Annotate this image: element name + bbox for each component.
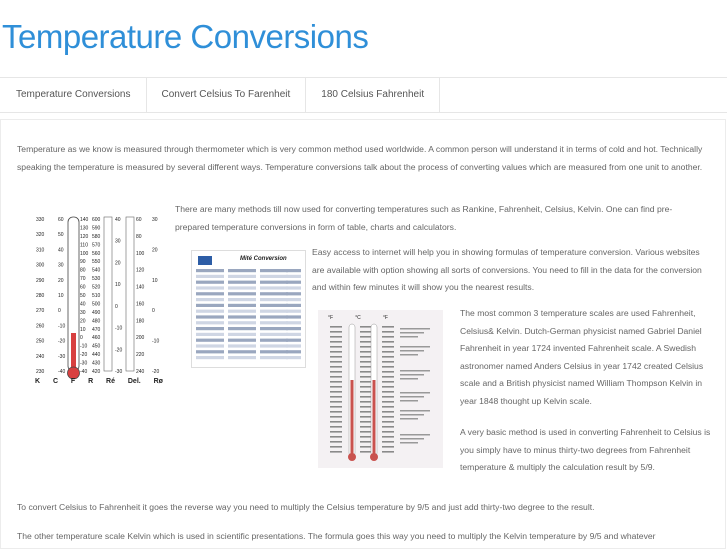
wall-tick bbox=[330, 406, 342, 408]
wall-tick bbox=[360, 401, 372, 403]
wall-note-line bbox=[400, 396, 424, 398]
wall-tick bbox=[360, 391, 372, 393]
scale-tick-label: 130 bbox=[80, 225, 89, 232]
chart-row-cell bbox=[196, 310, 224, 313]
scale-tick-label: 0 bbox=[115, 303, 118, 310]
wall-tick bbox=[382, 361, 394, 363]
wall-tick bbox=[382, 391, 394, 393]
scale-tick-label: 90 bbox=[80, 259, 86, 266]
chart-row-cell bbox=[260, 269, 288, 272]
wall-scale-label-c: °C bbox=[355, 315, 361, 321]
scale-tick-label: 120 bbox=[80, 233, 89, 240]
scale-tick-label: -10 bbox=[115, 325, 123, 332]
chart-grid-svg bbox=[192, 267, 305, 367]
wall-thermometer-svg bbox=[318, 310, 443, 468]
scale-tick-label: 0 bbox=[80, 335, 83, 342]
scale-tick-label: 10 bbox=[58, 293, 64, 299]
scale-tick-label: 540 bbox=[92, 267, 101, 274]
scale-tick-label: 460 bbox=[92, 335, 101, 342]
wall-tick bbox=[330, 436, 342, 438]
wall-tick bbox=[360, 446, 372, 448]
wall-note-line bbox=[400, 350, 424, 352]
chart-row-cell bbox=[196, 281, 224, 284]
scale-label-c: C bbox=[52, 378, 59, 385]
scale-tick-label: 450 bbox=[92, 343, 101, 350]
chart-row-cell bbox=[228, 321, 256, 324]
scale-tick-label: 20 bbox=[58, 277, 64, 284]
wall-tick bbox=[330, 331, 342, 333]
wall-tick bbox=[330, 411, 342, 413]
scale-tick-label: 160 bbox=[136, 301, 145, 308]
scale-tick-label: 10 bbox=[80, 326, 86, 333]
scale-tick-label: 60 bbox=[136, 217, 142, 223]
scale-tick-label: 110 bbox=[80, 242, 88, 249]
chart-row-cell bbox=[196, 269, 224, 272]
scale-tick-label: 470 bbox=[92, 326, 101, 333]
scale-tick-label: 30 bbox=[80, 309, 86, 316]
wall-tick bbox=[360, 406, 372, 408]
scale-tick-label: -20 bbox=[58, 338, 66, 345]
chart-row-cell bbox=[196, 327, 224, 330]
chart-row-cell bbox=[196, 298, 224, 301]
chart-row-cell bbox=[260, 298, 288, 301]
wall-note-line bbox=[400, 374, 424, 376]
scale-tick-label: -20 bbox=[80, 352, 88, 359]
wall-note-line bbox=[400, 410, 430, 412]
scale-tick-label: -40 bbox=[58, 369, 66, 375]
wall-scale-label-f-right: °F bbox=[382, 315, 388, 321]
scale-tick-label: 240 bbox=[36, 353, 45, 360]
chart-row-cell bbox=[260, 292, 288, 295]
scale-label-re: Ré bbox=[106, 378, 115, 385]
chart-row-cell bbox=[286, 292, 301, 295]
wall-tick bbox=[360, 371, 372, 373]
scale-tick-label: 140 bbox=[80, 217, 89, 223]
chart-row-cell bbox=[228, 298, 256, 301]
scale-tick-label: 530 bbox=[92, 276, 101, 283]
nav-item-convert-celsius-to-farenheit[interactable]: Convert Celsius To Farenheit bbox=[147, 78, 307, 112]
wall-tick bbox=[382, 351, 394, 353]
chart-row-cell bbox=[286, 350, 301, 353]
wall-tick bbox=[330, 341, 342, 343]
chart-title: Mité Conversion bbox=[240, 256, 287, 262]
scale-tick-label: 20 bbox=[115, 260, 121, 267]
wall-tick bbox=[330, 371, 342, 373]
chart-row-cell bbox=[196, 275, 224, 278]
scale-tick-label: 300 bbox=[36, 262, 45, 269]
chart-row-cell bbox=[286, 286, 301, 289]
conversion-chart-image bbox=[191, 250, 306, 368]
scale-tick-label: 60 bbox=[80, 284, 86, 291]
chart-row-cell bbox=[260, 304, 288, 307]
wall-tick bbox=[382, 431, 394, 433]
wall-tick bbox=[382, 386, 394, 388]
scale-tick-label: 290 bbox=[36, 277, 45, 284]
wall-tick bbox=[360, 366, 372, 368]
thermometer-scales-svg bbox=[34, 211, 164, 388]
chart-row-cell bbox=[286, 269, 301, 272]
wall-tick bbox=[382, 396, 394, 398]
wall-tick bbox=[360, 356, 372, 358]
chart-row-cell bbox=[260, 321, 288, 324]
wall-tick bbox=[382, 426, 394, 428]
site-title[interactable]: Temperature Conversions bbox=[2, 18, 369, 55]
wall-tick bbox=[382, 411, 394, 413]
chart-row-cell bbox=[260, 310, 288, 313]
chart-row-cell bbox=[228, 356, 256, 359]
wall-tick bbox=[382, 346, 394, 348]
paragraph-intro: Temperature as we know is measured through thermometer which is very common method used worldwide. A common person will understand it in terms of cold and hot. Technically speaking the temperature is measured by several different ways. Temperature conversions talk about the process of converting values which are measured from one unit to another. bbox=[17, 144, 703, 172]
wall-note-line bbox=[400, 400, 418, 402]
wall-tick bbox=[330, 326, 342, 328]
wall-tick bbox=[360, 451, 372, 453]
chart-row-cell bbox=[260, 333, 288, 336]
wall-tick bbox=[360, 416, 372, 418]
scale-tick-label: 100 bbox=[136, 250, 145, 257]
wall-tick bbox=[330, 426, 342, 428]
chart-row-cell bbox=[228, 292, 256, 295]
paragraph-c-to-f: To convert Celsius to Fahrenheit it goes the reverse way you need to multiply the Celsius temperature by 9/5 and just add thirty-two degree to the result. bbox=[17, 502, 595, 512]
chart-logo bbox=[198, 256, 212, 265]
scale-tick-label: -40 bbox=[80, 369, 88, 375]
wall-tick bbox=[382, 366, 394, 368]
wall-note-line bbox=[400, 370, 430, 372]
scale-tick-label: 240 bbox=[136, 369, 145, 375]
wall-tick bbox=[360, 341, 372, 343]
paragraph-kelvin: The other temperature scale Kelvin which is used in scientific presentations. The formula goes this way you need to multiply the Kelvin temperature by 9/5 and whatever bbox=[17, 531, 656, 541]
chart-row-cell bbox=[228, 310, 256, 313]
chart-row-cell bbox=[196, 321, 224, 324]
wall-tick bbox=[360, 426, 372, 428]
scale-tick-label: 60 bbox=[58, 217, 64, 223]
wall-tick bbox=[382, 381, 394, 383]
wall-tick bbox=[360, 436, 372, 438]
scale-tick-label: 70 bbox=[80, 276, 86, 283]
scale-tick-label: 40 bbox=[115, 217, 121, 223]
scale-tick-label: 570 bbox=[92, 242, 101, 249]
wall-tick bbox=[360, 396, 372, 398]
scale-tick-label: 580 bbox=[92, 233, 101, 240]
wall-tick bbox=[330, 381, 342, 383]
scale-tick-label: 40 bbox=[80, 301, 86, 308]
scale-label-del: Del. bbox=[127, 378, 141, 385]
wall-tick bbox=[382, 421, 394, 423]
scale-tick-label: 30 bbox=[58, 262, 64, 269]
scale-tick-label: -20 bbox=[115, 347, 123, 354]
scale-tick-label: 50 bbox=[80, 293, 86, 299]
scale-tick-label: 140 bbox=[136, 284, 145, 291]
scale-tick-label: 250 bbox=[36, 338, 45, 345]
chart-row-cell bbox=[286, 327, 301, 330]
chart-row-cell bbox=[196, 333, 224, 336]
scale-tick-label: 20 bbox=[152, 247, 158, 254]
wall-tick bbox=[360, 381, 372, 383]
chart-row-cell bbox=[260, 350, 288, 353]
chart-row-cell bbox=[228, 304, 256, 307]
chart-row-cell bbox=[228, 315, 256, 318]
chart-row-cell bbox=[228, 281, 256, 284]
wall-tick bbox=[382, 451, 394, 453]
scale-tick-label: 120 bbox=[136, 267, 145, 274]
wall-tick bbox=[330, 451, 342, 453]
paragraph-internet: Easy access to internet will help you in showing formulas of temperature conversion. Various websites are available with option showing all sorts of conversions. You need to fill in the data for the conversion and within few minutes it will show you the nearest results. bbox=[312, 247, 702, 292]
wall-tick bbox=[382, 341, 394, 343]
scale-tick-label: 440 bbox=[92, 352, 101, 359]
wall-tick bbox=[330, 336, 342, 338]
wall-tick bbox=[330, 346, 342, 348]
scale-tick-label: 510 bbox=[92, 293, 101, 299]
chart-row-cell bbox=[196, 339, 224, 342]
wall-tick bbox=[382, 441, 394, 443]
scale-tick-label: 50 bbox=[58, 232, 64, 239]
chart-row-cell bbox=[196, 292, 224, 295]
wall-tick bbox=[330, 391, 342, 393]
scale-tick-label: 20 bbox=[80, 318, 86, 325]
wall-tick bbox=[360, 326, 372, 328]
wall-tick bbox=[330, 401, 342, 403]
scale-label-f: F bbox=[70, 378, 76, 385]
chart-row-cell bbox=[260, 327, 288, 330]
wall-tick bbox=[382, 336, 394, 338]
wall-tick bbox=[330, 361, 342, 363]
nav-item-temperature-conversions[interactable]: Temperature Conversions bbox=[0, 78, 147, 112]
scale-tick-label: 100 bbox=[80, 250, 89, 257]
wall-note-line bbox=[400, 378, 418, 380]
wall-note-line bbox=[400, 414, 424, 416]
chart-row-cell bbox=[286, 356, 301, 359]
chart-row-cell bbox=[260, 344, 288, 347]
wall-tick bbox=[360, 351, 372, 353]
scale-tick-label: 490 bbox=[92, 309, 101, 316]
scale-tick-label: 520 bbox=[92, 284, 101, 291]
scale-tick-label: 280 bbox=[36, 293, 45, 299]
scale-tick-label: 500 bbox=[92, 301, 101, 308]
scale-label-r: R bbox=[88, 378, 94, 385]
chart-row-cell bbox=[286, 281, 301, 284]
scale-tick-label: 30 bbox=[115, 238, 121, 245]
chart-row-cell bbox=[196, 315, 224, 318]
wall-tick bbox=[382, 406, 394, 408]
chart-row-cell bbox=[260, 275, 288, 278]
wall-tick bbox=[330, 386, 342, 388]
scale-tick-label: -10 bbox=[152, 338, 160, 345]
wall-tick bbox=[330, 416, 342, 418]
wall-tick bbox=[360, 431, 372, 433]
paragraph-methods: There are many methods till now used for converting temperatures such as Rankine, Fahrenheit, Celsius, Kelvin. One can find pre-prepared temperature conversions in form of table, charts and calculators. bbox=[175, 204, 673, 232]
wall-tick bbox=[330, 421, 342, 423]
scale-tick-label: -10 bbox=[58, 323, 66, 330]
wall-note-line bbox=[400, 346, 430, 348]
mercury-column-left bbox=[71, 333, 76, 369]
wall-tick bbox=[360, 361, 372, 363]
paragraph-f-to-c: A very basic method is used in converting Fahrenheit to Celsius is you simply have to minus thirty-two degrees from Fahrenheit temperature & multiply the calculation result by 5/9. bbox=[460, 427, 711, 472]
nav-item-180-celsius-fahrenheit[interactable]: 180 Celsius Fahrenheit bbox=[306, 78, 440, 112]
wall-tick bbox=[360, 386, 372, 388]
wall-note-line bbox=[400, 328, 430, 330]
nav-divider bbox=[0, 112, 727, 113]
wall-tick bbox=[330, 376, 342, 378]
wall-tick bbox=[360, 421, 372, 423]
scale-tick-label: 320 bbox=[36, 232, 45, 239]
chart-row-cell bbox=[260, 286, 288, 289]
scale-tick-label: 230 bbox=[36, 369, 45, 375]
scale-tick-label: -30 bbox=[80, 360, 88, 367]
scale-tick-label: 80 bbox=[80, 267, 86, 274]
wall-tick bbox=[330, 446, 342, 448]
scale-tick-label: 430 bbox=[92, 360, 101, 367]
chart-row-cell bbox=[260, 315, 288, 318]
wall-tick bbox=[382, 371, 394, 373]
scale-tick-label: 0 bbox=[58, 308, 61, 315]
scale-tick-label: 40 bbox=[58, 247, 64, 254]
chart-row-cell bbox=[286, 275, 301, 278]
chart-row-cell bbox=[286, 298, 301, 301]
main-nav bbox=[0, 78, 440, 112]
scale-tick-label: 180 bbox=[136, 318, 145, 325]
chart-row-cell bbox=[286, 304, 301, 307]
scale-tick-label: -20 bbox=[152, 369, 160, 375]
scale-tick-label: 200 bbox=[136, 335, 145, 342]
chart-row-cell bbox=[196, 286, 224, 289]
scale-tick-label: 590 bbox=[92, 225, 101, 232]
wall-scale-label-f-left: °F bbox=[328, 315, 334, 321]
scale-tick-label: 260 bbox=[36, 323, 45, 330]
chart-row-cell bbox=[196, 304, 224, 307]
scale-tick-label: -10 bbox=[80, 343, 88, 350]
wall-note-line bbox=[400, 336, 418, 338]
scale-tick-label: 330 bbox=[36, 217, 45, 223]
scale-tick-label: 480 bbox=[92, 318, 101, 325]
wall-note-line bbox=[400, 442, 418, 444]
wall-tick bbox=[360, 336, 372, 338]
scale-tick-label: 310 bbox=[36, 247, 45, 254]
scale-tick-label: 10 bbox=[115, 282, 121, 289]
wall-tick bbox=[382, 326, 394, 328]
wall-tick bbox=[382, 446, 394, 448]
wall-tick bbox=[382, 436, 394, 438]
chart-row-cell bbox=[228, 350, 256, 353]
wall-note-line bbox=[400, 434, 430, 436]
chart-row-cell bbox=[196, 350, 224, 353]
chart-row-cell bbox=[286, 310, 301, 313]
wall-note-line bbox=[400, 332, 424, 334]
scale-tick-label: 0 bbox=[152, 308, 155, 315]
scale-tick-label: -30 bbox=[115, 369, 123, 375]
wall-note-line bbox=[400, 418, 418, 420]
wall-tick bbox=[330, 366, 342, 368]
wall-tick bbox=[330, 431, 342, 433]
scale-tick-label: 600 bbox=[92, 217, 101, 223]
scale-tick-label: -30 bbox=[58, 353, 66, 360]
chart-row-cell bbox=[228, 333, 256, 336]
paragraph-scales-history: The most common 3 temperature scales are used Fahrenheit, Celsius& Kelvin. Dutch-German physicist named Gabriel Daniel Fahrenheit in year 1724 invented Fahrenheit scale. A Swedish astronomer named Anders Celsius in year 1742 created Celsius scale and a British physicist named William Thompson Kelvin in year 1848 thought up Kelvin scale. bbox=[460, 308, 704, 406]
wall-tick bbox=[360, 346, 372, 348]
chart-row-cell bbox=[228, 339, 256, 342]
chart-row-cell bbox=[196, 356, 224, 359]
scale-tick-label: 80 bbox=[136, 233, 142, 240]
chart-row-cell bbox=[228, 286, 256, 289]
wall-note-line bbox=[400, 392, 430, 394]
scale-tick-label: 550 bbox=[92, 259, 101, 266]
chart-row-cell bbox=[196, 344, 224, 347]
scale-labels bbox=[35, 378, 163, 385]
scale-tick-label: 30 bbox=[152, 217, 158, 223]
scale-tick-label: 420 bbox=[92, 369, 101, 375]
chart-row-cell bbox=[286, 333, 301, 336]
scale-tick-label: 220 bbox=[136, 352, 145, 359]
wall-tick bbox=[382, 376, 394, 378]
wall-tick bbox=[360, 376, 372, 378]
wall-tick bbox=[330, 351, 342, 353]
wall-tick bbox=[382, 331, 394, 333]
wall-tick bbox=[382, 356, 394, 358]
chart-row-cell bbox=[260, 281, 288, 284]
wall-tick bbox=[330, 441, 342, 443]
chart-row-cell bbox=[286, 321, 301, 324]
thermometer-scales-image bbox=[34, 211, 164, 388]
scale-label-k: K bbox=[35, 378, 41, 385]
wall-tick bbox=[360, 441, 372, 443]
wall-tick bbox=[382, 416, 394, 418]
wall-tick bbox=[360, 331, 372, 333]
wall-tick bbox=[330, 396, 342, 398]
wall-tick bbox=[330, 356, 342, 358]
wall-note-line bbox=[400, 354, 418, 356]
chart-row-cell bbox=[286, 315, 301, 318]
wall-tick bbox=[382, 401, 394, 403]
chart-row-cell bbox=[228, 275, 256, 278]
scale-tick-label: 10 bbox=[152, 277, 158, 284]
chart-row-cell bbox=[286, 344, 301, 347]
chart-row-cell bbox=[260, 339, 288, 342]
chart-row-cell bbox=[228, 327, 256, 330]
chart-row-cell bbox=[260, 356, 288, 359]
chart-row-cell bbox=[286, 339, 301, 342]
wall-tick bbox=[360, 411, 372, 413]
scale-tick-label: 560 bbox=[92, 250, 101, 257]
wall-thermometer-image bbox=[318, 310, 443, 468]
chart-row-cell bbox=[228, 269, 256, 272]
scale-tick-label: 270 bbox=[36, 308, 45, 315]
scale-label-ro: Rø bbox=[153, 378, 163, 385]
chart-row-cell bbox=[228, 344, 256, 347]
wall-note-line bbox=[400, 438, 424, 440]
